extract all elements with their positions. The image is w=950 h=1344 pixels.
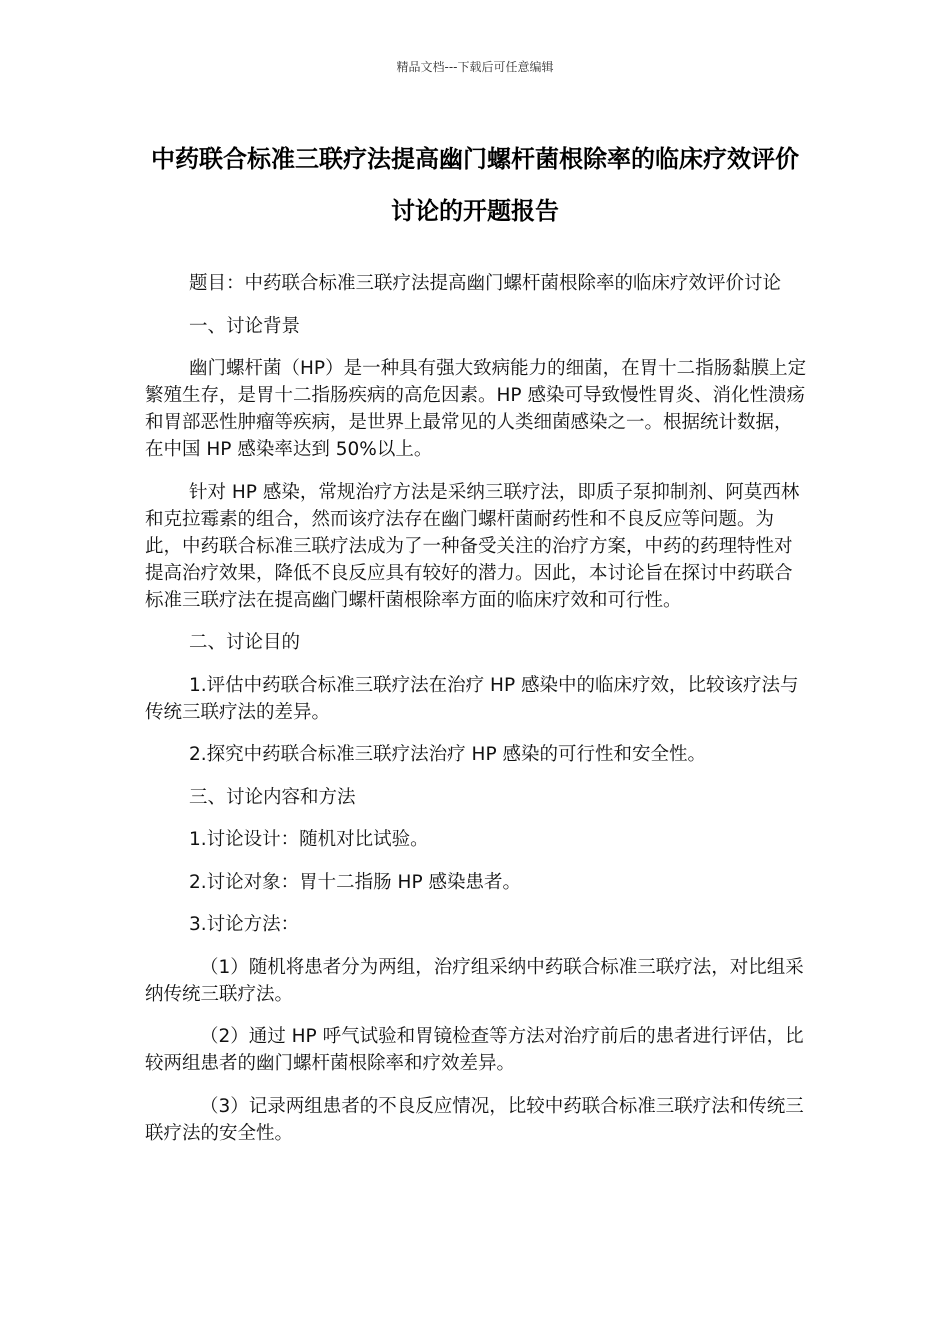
background-paragraph-2: 针对 HP 感染，常规治疗方法是采纳三联疗法，即质子泵抑制剂、阿莫西林和克拉霉素的组合，然而该疗法存在幽门螺杆菌耐药性和不良反应等问题。为此，中药联合标准三联疗法成为了一种备受关注的治疗方案，中药的药理特性对提高治疗效果，降低不良反应具有较好的潜力。因此，本讨论旨在探讨中药联合标准三联疗法在提高幽门螺杆菌根除率方面的临床疗效和可行性。 (145, 481, 800, 611)
section-heading-methods: 三、讨论内容和方法 (189, 786, 356, 808)
background-paragraph-1: 幽门螺杆菌（HP）是一种具有强大致病能力的细菌，在胃十二指肠黏膜上定繁殖生存，是胃十二指肠疾病的高危因素。HP 感染可导致慢性胃炎、消化性溃疡和胃部恶性肿瘤等疾病，是世界上最常见的人类细菌感染之一。根据统计数据，在中国 HP 感染率达到 50%以上。 (145, 358, 807, 460)
section-heading-objectives: 二、讨论目的 (189, 632, 301, 653)
method-item-design: 1.讨论设计：随机对比试验。 (189, 829, 429, 850)
objective-item-2: 2.探究中药联合标准三联疗法治疗 HP 感染的可行性和安全性。 (189, 744, 706, 765)
topic-paragraph: 题目：中药联合标准三联疗法提高幽门螺杆菌根除率的临床疗效评价讨论 (189, 273, 782, 294)
method-subitem-2: （2）通过 HP 呼气试验和胃镜检查等方法对治疗前后的患者进行评估，比较两组患者的幽门螺杆菌根除率和疗效差异。 (145, 1026, 804, 1074)
objective-item-1: 1.评估中药联合标准三联疗法在治疗 HP 感染中的临床疗效，比较该疗法与传统三联疗法的差异。 (145, 674, 799, 723)
method-subitem-1: （1）随机将患者分为两组，治疗组采纳中药联合标准三联疗法，对比组采纳传统三联疗法。 (145, 956, 804, 1005)
method-item-approach: 3.讨论方法： (189, 914, 300, 935)
document-title: 中药联合标准三联疗法提高幽门螺杆菌根除率的临床疗效评价讨论的开题报告 (151, 145, 799, 225)
page-header: 精品文档---下载后可任意编辑 (396, 60, 554, 74)
document-body (145, 270, 810, 1162)
method-subitem-3: （3）记录两组患者的不良反应情况，比较中药联合标准三联疗法和传统三联疗法的安全性。 (145, 1095, 804, 1144)
section-heading-background: 一、讨论背景 (189, 315, 301, 337)
method-item-subjects: 2.讨论对象：胃十二指肠 HP 感染患者。 (189, 871, 521, 893)
